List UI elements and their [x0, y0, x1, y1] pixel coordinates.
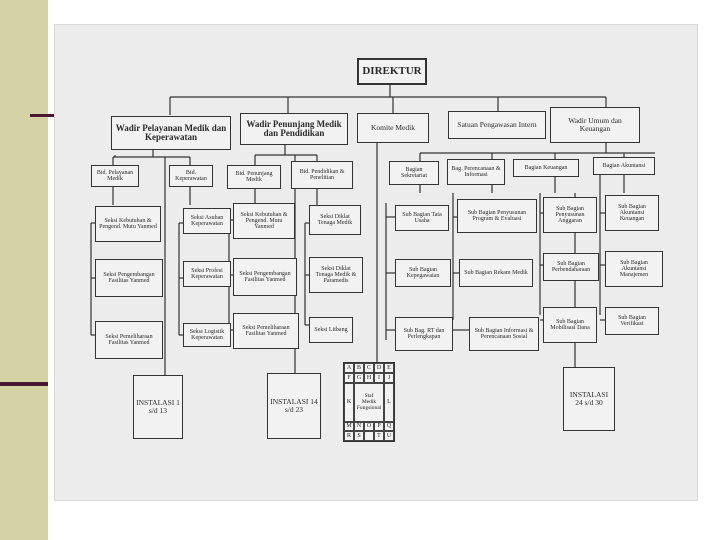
- smf-cell: M: [344, 422, 354, 432]
- sub-informasi-box: Sub Bagian Informasi & Perencanaan Sosial: [469, 317, 539, 351]
- direktur-box: DIREKTUR: [357, 58, 427, 85]
- seksi-diklat-medik-box: Seksi Diklat Tenaga Medik: [309, 205, 361, 235]
- komite-medik-box: Komite Medik: [357, 113, 429, 143]
- seksi-litbang-box: Seksi Litbang: [309, 317, 353, 343]
- org-chart-image: [54, 24, 698, 501]
- smf-cell: G: [354, 373, 364, 383]
- smf-cell: O: [364, 422, 374, 432]
- sub-akuntansi-manajemen-box: Sub Bagian Akuntansi Manajemen: [605, 251, 663, 287]
- seksi-pemeliharaan-pm-box: Seksi Pemeliharaan Fasilitas Yanmed: [95, 321, 163, 359]
- smf-cell: U: [384, 431, 394, 441]
- slide-accent-bar: [0, 382, 48, 386]
- smf-cell: A: [344, 363, 354, 373]
- smf-cell: L: [384, 383, 394, 422]
- smf-center-line: Staf: [364, 392, 374, 399]
- smf-center: [354, 383, 384, 422]
- smf-cell: Q: [384, 422, 394, 432]
- sub-perbendaharaan-box: Sub Bagian Perbendaharaan: [543, 253, 599, 281]
- instalasi-1-box: INSTALASI 1 s/d 13: [133, 375, 183, 439]
- bagian-keuangan-box: Bagian Keuangan: [513, 159, 579, 177]
- seksi-logistik-keperawatan-box: Seksi Logistik Keperawatan: [183, 323, 231, 347]
- smf-cell: P: [374, 422, 384, 432]
- slide-sidebar: [0, 0, 48, 540]
- smf-cell: C: [364, 363, 374, 373]
- bag-perencanaan-box: Bag. Perencanaan & Informasi: [447, 159, 505, 185]
- smf-cell: I: [374, 373, 384, 383]
- sub-rt-perlengkapan-box: Sub Bag. RT dan Perlengkapan: [395, 317, 453, 351]
- wadir-penunjang-box: Wadir Penunjang Medik dan Pendidikan: [240, 113, 348, 145]
- instalasi-2-box: INSTALASI 14 s/d 23: [267, 373, 321, 439]
- smf-cell: B: [354, 363, 364, 373]
- bid-keperawatan-box: Bid. Keperawatan: [169, 165, 213, 187]
- smf-cell: H: [364, 373, 374, 383]
- seksi-pemeliharaan-pn-box: Seksi Pemeliharaan Fasilitas Yanmed: [233, 313, 299, 349]
- seksi-kebutuhan-pm-box: Seksi Kebutuhan & Pengend. Mutu Yanmed: [95, 206, 161, 242]
- bid-pendidikan-box: Bid. Pendidikan & Penelitian: [291, 161, 353, 189]
- wadir-pelayanan-box: Wadir Pelayanan Medik dan Keperawatan: [111, 116, 231, 150]
- seksi-kebutuhan-pn-box: Seksi Kebutuhan & Pengend. Mutu Yanmed: [233, 203, 295, 239]
- smf-cell: [364, 431, 374, 441]
- instalasi-3-box: INSTALASI 24 s/d 30: [563, 367, 615, 431]
- sub-mobilisasi-dana-box: Sub Bagian Mobilisasi Dana: [543, 307, 597, 343]
- smf-cell: J: [384, 373, 394, 383]
- sub-kepegawaian-box: Sub Bagian Kepegawaian: [395, 259, 451, 287]
- smf-cell: F: [344, 373, 354, 383]
- smf-cell: N: [354, 422, 364, 432]
- bagian-akuntansi-box: Bagian Akuntansi: [593, 157, 655, 175]
- smf-center-line: Medik: [361, 398, 377, 405]
- seksi-diklat-paramedis-box: Seksi Diklat Tenaga Medik & Paramedis: [309, 257, 363, 293]
- sub-tata-usaha-box: Sub Bagian Tata Usaha: [395, 205, 449, 231]
- wadir-umum-box: Wadir Umum dan Keuangan: [550, 107, 640, 143]
- seksi-pengembangan-pm-box: Seksi Pengembangan Fasilitas Yanmed: [95, 259, 163, 297]
- bagian-sekretariat-box: Bagian Sekretariat: [389, 161, 439, 185]
- smf-cell: T: [374, 431, 384, 441]
- slide-accent-line: [30, 114, 54, 117]
- sub-rekam-medik-box: Sub Bagian Rekam Medik: [459, 259, 533, 287]
- smf-grid: [343, 362, 395, 442]
- smf-cell: K: [344, 383, 354, 422]
- smf-cell: S: [354, 431, 364, 441]
- smf-cell: R: [344, 431, 354, 441]
- sub-penyusunan-program-box: Sub Bagian Penyusunan Program & Evaluasi: [457, 199, 537, 233]
- seksi-profesi-keperawatan-box: Seksi Profesi Keperawatan: [183, 261, 231, 287]
- sub-akuntansi-keuangan-box: Sub Bagian Akuntansi Keuangan: [605, 195, 659, 231]
- seksi-asuhan-keperawatan-box: Seksi Asuhan Keperawatan: [183, 208, 231, 234]
- seksi-pengembangan-pn-box: Seksi Pengembangan Fasilitas Yanmed: [233, 258, 297, 296]
- smf-cell: D: [374, 363, 384, 373]
- smf-cell: E: [384, 363, 394, 373]
- satuan-pengawasan-box: Satuan Pengawasan Intern: [448, 111, 546, 139]
- smf-center-line: Fungsional: [356, 405, 382, 412]
- sub-penyusunan-anggaran-box: Sub Bagian Penyusunan Anggaran: [543, 197, 597, 233]
- bid-penunjang-medik-box: Bid. Penunjang Medik: [227, 165, 281, 189]
- sub-verifikasi-box: Sub Bagian Verifikasi: [605, 307, 659, 335]
- bid-pelayanan-medik-box: Bid. Pelayanan Medik: [91, 165, 139, 187]
